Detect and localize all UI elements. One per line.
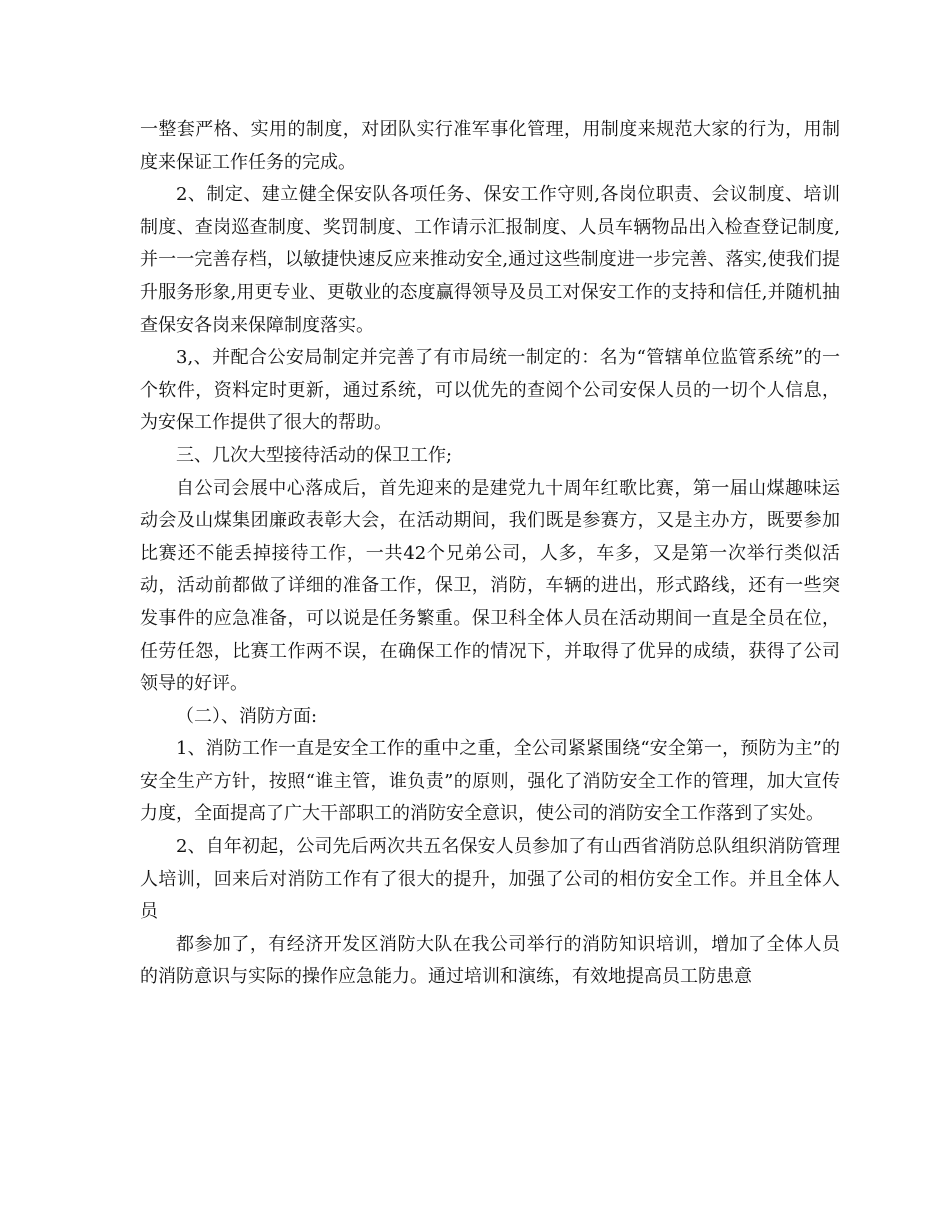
paragraph-2: 2、制定、建立健全保安队各项任务、保安工作守则,各岗位职责、会议制度、培训制度、查岗巡查制度、奖罚制度、工作请示汇报制度、人员车辆物品出入检查登记制度,并一一完善存档，以敏捷快速反应来推动安全,通过这些制度进一步完善、落实,使我们提升服务形象,用更专业、更敬业的态度赢得领导及员工对保安工作的支持和信任,并随机抽查保安各岗来保障制度落实。 (140, 184, 840, 336)
section-heading-3: 三、几次大型接待活动的保卫工作; (176, 444, 453, 466)
paragraph-6: 2、自年初起，公司先后两次共五名保安人员参加了有山西省消防总队组织消防管理人培训，回来后对消防工作有了很大的提升，加强了公司的相仿安全工作。并且全体人员 (140, 836, 840, 923)
paragraph-7: 都参加了，有经济开发区消防大队在我公司举行的消防知识培训，增加了全体人员的消防意识与实际的操作应急能力。通过培训和演练，有效地提高员工防患意 (140, 933, 840, 988)
paragraph-4: 自公司会展中心落成后，首先迎来的是建党九十周年红歌比赛，第一届山煤趣味运动会及山煤集团廉政表彰大会，在活动期间，我们既是参赛方，又是主办方，既要参加比赛还不能丢掉接待工作，一共42个兄弟公司，人多，车多，又是第一次举行类似活动，活动前都做了详细的准备工作，保卫，消防，车辆的进出，形式路线，还有一些突发事件的应急准备，可以说是任务繁重。保卫科全体人员在活动期间一直是全员在位，任劳任怨，比赛工作两不误，在确保工作的情况下，并取得了优异的成绩，获得了公司领导的好评。 (140, 477, 840, 695)
paragraph-5: 1、消防工作一直是安全工作的重中之重，全公司紧紧围绕“安全第一，预防为主”的安全生产方针，按照“谁主管，谁负责”的原则，强化了消防安全工作的管理，加大宣传力度，全面提高了广大干部职工的消防安全意识，使公司的消防安全工作落到了实处。 (140, 738, 840, 825)
paragraph-3: 3,、并配合公安局制定并完善了有市局统一制定的：名为“管辖单位监管系统”的一个软件，资料定时更新，通过系统，可以优先的查阅个公司安保人员的一切个人信息，为安保工作提供了很大的帮助。 (140, 347, 840, 434)
paragraph-1: 一整套严格、实用的制度，对团队实行准军事化管理，用制度来规范大家的行为，用制度来保证工作任务的完成。 (140, 119, 840, 173)
document-body (140, 114, 840, 994)
section-heading-fire: （二）、消防方面: (176, 705, 318, 727)
